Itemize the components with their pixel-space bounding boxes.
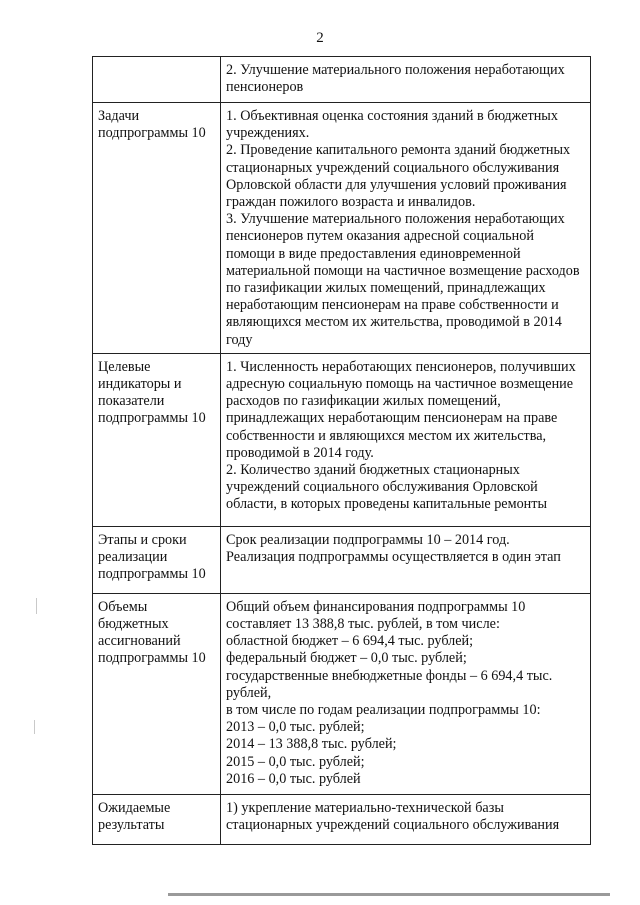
content-line: стационарных учреждений социального обслуживания — [226, 817, 560, 834]
content-line: проводимой в 2014 году. — [226, 444, 374, 461]
table-row — [93, 593, 591, 794]
label-line: показатели — [98, 393, 165, 410]
table-row — [93, 57, 591, 103]
row-content-cell — [221, 103, 591, 354]
content-line: Срок реализации подпрограммы 10 – 2014 год. — [226, 531, 510, 548]
content-line: областной бюджет – 6 694,4 тыс. рублей; — [226, 633, 474, 650]
content-line: рублей, — [226, 684, 272, 701]
row-label-cell — [93, 57, 221, 103]
scan-artifact-mark — [36, 598, 37, 614]
label-line: подпрограммы 10 — [98, 125, 206, 142]
table-row — [93, 103, 591, 354]
content-line: учреждений социального обслуживания Орловской — [226, 479, 538, 496]
content-line: 2014 – 13 388,8 тыс. рублей; — [226, 736, 397, 753]
content-line: по газификации жилых помещений, принадлежащих — [226, 280, 546, 297]
content-line: 2. Количество зданий бюджетных стационарных — [226, 462, 520, 479]
row-label-cell — [93, 526, 221, 593]
label-line: Объемы — [98, 598, 148, 615]
content-line: государственные внебюджетные фонды – 6 694,4 тыс. — [226, 667, 553, 684]
content-line: году — [226, 331, 253, 348]
content-line: области, в которых проведены капитальные ремонты — [226, 496, 547, 513]
content-line: федеральный бюджет – 0,0 тыс. рублей; — [226, 650, 467, 667]
table-row — [93, 794, 591, 844]
scan-artifact-mark — [34, 720, 35, 734]
label-line: подпрограммы 10 — [98, 650, 206, 667]
content-line: 2015 – 0,0 тыс. рублей; — [226, 753, 365, 770]
content-line: Общий объем финансирования подпрограммы 10 — [226, 598, 526, 615]
row-content-cell — [221, 526, 591, 593]
content-line: пенсионеров путем оказания адресной социальной — [226, 228, 534, 245]
label-line: Задачи — [98, 108, 140, 124]
content-line: материальной помощи на частичное возмещение расходов — [226, 262, 580, 279]
content-line: Реализация подпрограммы осуществляется в один этап — [226, 549, 561, 566]
label-line: Целевые — [98, 358, 151, 375]
row-label-cell — [93, 353, 221, 526]
row-content-cell — [221, 353, 591, 526]
label-line: результаты — [98, 817, 165, 834]
page-bottom-edge — [168, 893, 610, 896]
content-line: собственности и являющихся местом их жительства, — [226, 427, 547, 444]
label-line: ассигнований — [98, 633, 181, 650]
content-line: неработающим пенсионерам на праве собственности и — [226, 297, 559, 314]
content-line: расходов по газификации жилых помещений, — [226, 393, 501, 410]
page-number: 2 — [316, 30, 324, 46]
label-line: реализации — [98, 549, 168, 566]
content-line: 2. Проведение капитального ремонта зданий бюджетных — [226, 142, 571, 159]
content-line: 1. Объективная оценка состояния зданий в бюджетных — [226, 108, 558, 124]
content-line: в том числе по годам реализации подпрограммы 10: — [226, 702, 541, 719]
row-label-cell — [93, 593, 221, 794]
subprogram-passport-table — [92, 56, 591, 845]
content-line: являющихся местом их жительства, проводимой в 2014 — [226, 314, 562, 331]
content-line: граждан пожилого возраста и инвалидов. — [226, 194, 476, 211]
label-line: подпрограммы 10 — [98, 410, 206, 427]
table-row — [93, 353, 591, 526]
content-line: стационарных учреждений социального обслуживания — [226, 159, 560, 176]
row-label-cell — [93, 794, 221, 844]
content-line: пенсионеров — [226, 79, 304, 96]
content-line: адресную социальную помощь на частичное возмещение — [226, 376, 574, 393]
content-line: 3. Улучшение материального положения неработающих — [226, 211, 565, 228]
label-line: Ожидаемые — [98, 799, 171, 816]
content-line: 2016 – 0,0 тыс. рублей — [226, 770, 361, 787]
row-content-cell — [221, 794, 591, 844]
content-line: 1. Численность неработающих пенсионеров, получивших — [226, 358, 576, 375]
content-line: 2013 – 0,0 тыс. рублей; — [226, 719, 365, 736]
label-line: подпрограммы 10 — [98, 566, 206, 583]
row-label-cell — [93, 103, 221, 354]
row-content-cell — [221, 57, 591, 103]
content-line: Орловской области для улучшения условий проживания — [226, 176, 567, 193]
label-line: бюджетных — [98, 616, 169, 633]
label-line: Этапы и сроки — [98, 531, 187, 548]
content-line: помощи в виде предоставления единовременной — [226, 245, 521, 262]
row-content-cell — [221, 593, 591, 794]
table-row — [93, 526, 591, 593]
content-line: 2. Улучшение материального положения неработающих — [226, 62, 565, 78]
content-line: составляет 13 388,8 тыс. рублей, в том числе: — [226, 616, 500, 633]
content-line: 1) укрепление материально-технической базы — [226, 799, 504, 816]
content-line: учреждениях. — [226, 125, 310, 142]
content-line: принадлежащих неработающим пенсионерам на праве — [226, 410, 558, 427]
label-line: индикаторы и — [98, 376, 182, 393]
